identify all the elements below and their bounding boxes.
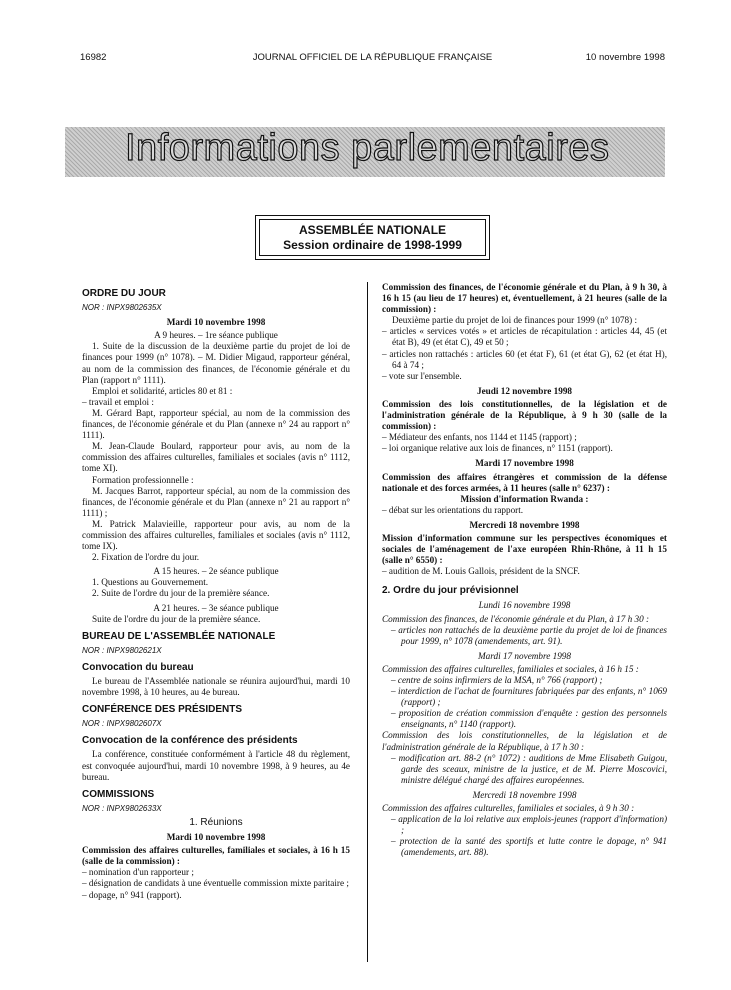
- list-item: – modification art. 88-2 (n° 1072) : auditions de Mme Elisabeth Guigou, garde des sceaux, ministre de la justice, et de M. Pierre Moscovici, ministre délégué chargé des affaires européennes.: [391, 752, 667, 785]
- mission-heading: Mission d'information Rwanda :: [460, 493, 589, 504]
- date-heading: Lundi 16 novembre 1998: [478, 600, 571, 611]
- page-number: 16982: [80, 52, 107, 63]
- nor-reference: NOR : INPX9802633X: [82, 803, 162, 813]
- left-column: [82, 282, 350, 901]
- agenda-text: Deuxième partie du projet de loi de finances pour 1999 (n° 1078) :: [392, 315, 638, 326]
- agenda-text: Suite de l'ordre du jour de la première séance.: [92, 613, 261, 624]
- list-item: – proposition de création commission d'enquête : gestion des personnels enseignants, n° 1140 (rapport).: [391, 708, 667, 730]
- commissions-heading: COMMISSIONS: [82, 788, 155, 800]
- seance-line: A 9 heures. – 1re séance publique: [154, 330, 278, 341]
- commission-heading: Commission des affaires culturelles, familiales et sociales, à 16 h 15 (salle de la commission) :: [82, 845, 350, 867]
- assembly-name: ASSEMBLÉE NATIONALE: [298, 223, 447, 237]
- assembly-title-inner: [259, 219, 486, 256]
- commission-heading: Commission des affaires étrangères et commission de la défense nationale et des forces armées, à 11 heures (salle n° 6237) :: [382, 471, 667, 493]
- agenda-item: 1. Suite de la discussion de la deuxième partie du projet de loi de finances pour 1999 (n° 1078). – M. Didier Migaud, rapporteur général, au nom de la commission des finances, de l'économie générale et du Plan (rapport n° 1111).: [82, 341, 350, 385]
- session-name: Session ordinaire de 1998-1999: [283, 238, 462, 252]
- agenda-text: M. Jacques Barrot, rapporteur spécial, au nom de la commission des finances, de l'économie générale et du Plan (annexe n° 21 au rapport n° 1111) ;: [82, 485, 350, 518]
- commission-heading: Mission d'information commune sur les perspectives économiques et sociales de l'aménagement de l'axe européen Rhin-Rhône, à 11 h 15 (salle n° 6550) :: [382, 532, 667, 566]
- banner-title: Informations parlementaires: [125, 127, 610, 169]
- bureau-heading: BUREAU DE L'ASSEMBLÉE NATIONALE: [82, 630, 276, 642]
- list-item: – audition de M. Louis Gallois, président de la SNCF.: [382, 566, 580, 577]
- date-heading: Mardi 10 novembre 1998: [166, 832, 266, 843]
- date-heading: Mardi 17 novembre 1998: [475, 458, 574, 469]
- date-heading: Mardi 10 novembre 1998: [166, 317, 266, 328]
- previsionnel-heading: 2. Ordre du jour prévisionnel: [382, 585, 519, 597]
- list-item: – débat sur les orientations du rapport.: [382, 504, 524, 515]
- date-heading: Mardi 17 novembre 1998: [478, 650, 571, 661]
- list-item: – articles non rattachés : articles 60 (et état F), 61 (et état G), 62 (et état H), 64 à 74 ;: [382, 348, 667, 370]
- bureau-text: Le bureau de l'Assemblée nationale se réunira aujourd'hui, mardi 10 novembre 1998, à 10 heures, au 4e bureau.: [82, 676, 350, 698]
- commission-heading: Commission des affaires culturelles, familiales et sociales, à 16 h 15 :: [382, 663, 639, 674]
- conference-heading: CONFÉRENCE DES PRÉSIDENTS: [82, 704, 243, 716]
- date-heading: Mercredi 18 novembre 1998: [469, 519, 580, 530]
- list-item: – interdiction de l'achat de fournitures fabriquées par des enfants, n° 1069 (rapport) ;: [391, 686, 667, 708]
- right-column: [382, 282, 667, 859]
- agenda-item: 2. Suite de l'ordre du jour de la première séance.: [92, 588, 270, 599]
- column-divider: [367, 282, 368, 962]
- list-item: – loi organique relative aux lois de finances, n° 1151 (rapport).: [382, 443, 613, 454]
- bureau-subheading: Convocation du bureau: [82, 661, 194, 673]
- nor-reference: NOR : INPX9802635X: [82, 303, 162, 313]
- list-item: – Médiateur des enfants, nos 1144 et 1145 (rapport) ;: [382, 432, 577, 443]
- assembly-title-box: [255, 215, 490, 260]
- agenda-text: – travail et emploi :: [82, 396, 154, 407]
- commission-heading: Commission des finances, de l'économie générale et du Plan, à 9 h 30, à 16 h 15 (au lieu de 17 heures) et, éventuellement, à 21 heures (salle de la commission) :: [382, 282, 667, 315]
- date-heading: Mercredi 18 novembre 1998: [472, 789, 577, 800]
- commission-heading: Commission des lois constitutionnelles, de la législation et de l'administration générale de la République, à 9 h 30 (salle de la commission) :: [382, 398, 667, 432]
- agenda-text: Formation professionnelle :: [92, 474, 194, 485]
- agenda-item: 1. Questions au Gouvernement.: [92, 577, 209, 588]
- commission-heading: Commission des lois constitutionnelles, de la législation et de l'administration générale de la République, à 17 h 30 :: [382, 730, 667, 752]
- seance-line: A 15 heures. – 2e séance publique: [153, 566, 279, 577]
- journal-title: JOURNAL OFFICIEL DE LA RÉPUBLIQUE FRANÇAISE: [252, 52, 493, 63]
- date-heading: Jeudi 12 novembre 1998: [476, 385, 573, 396]
- list-item: – dopage, n° 941 (rapport).: [82, 889, 182, 900]
- seance-line: A 21 heures. – 3e séance publique: [153, 602, 279, 613]
- nor-reference: NOR : INPX9802607X: [82, 719, 162, 729]
- agenda-text: Emploi et solidarité, articles 80 et 81 :: [92, 385, 233, 396]
- list-item: – centre de soins infirmiers de la MSA, n° 766 (rapport) ;: [391, 675, 603, 685]
- list-item: – application de la loi relative aux emplois-jeunes (rapport d'information) ;: [391, 814, 667, 836]
- conference-text: La conférence, constituée conformément à l'article 48 du règlement, est convoquée aujourd'hui, mardi 10 novembre 1998, à 9 heures, au 4e bureau.: [82, 749, 350, 782]
- list-item: – articles non rattachés de la deuxième partie du projet de loi de finances pour 1999, n° 1078 (amendements, art. 91).: [391, 624, 667, 646]
- commission-heading: Commission des affaires culturelles, familiales et sociales, à 9 h 30 :: [382, 803, 635, 814]
- list-item: – vote sur l'ensemble.: [382, 370, 462, 381]
- list-item: – nomination d'un rapporteur ;: [82, 867, 194, 878]
- reunions-heading: 1. Réunions: [189, 816, 243, 828]
- issue-date: 10 novembre 1998: [585, 52, 665, 63]
- list-item: – désignation de candidats à une éventuelle commission mixte paritaire ;: [82, 878, 349, 889]
- section-banner: [65, 127, 665, 177]
- list-item: – articles « services votés » et articles de récapitulation : articles 44, 45 (et état B), 49 (et état C), 49 et 50 ;: [382, 326, 667, 348]
- agenda-text: M. Jean-Claude Boulard, rapporteur pour avis, au nom de la commission des affaires culturelles, familiales et sociales (avis n° 1112, tome XI).: [82, 441, 350, 474]
- ordre-du-jour-heading: ORDRE DU JOUR: [82, 288, 166, 299]
- conference-subheading: Convocation de la conférence des présidents: [82, 735, 298, 747]
- agenda-item: 2. Fixation de l'ordre du jour.: [92, 552, 200, 563]
- agenda-text: M. Patrick Malavieille, rapporteur pour avis, au nom de la commission des affaires culturelles, familiales et sociales (avis n° 1112, tome IX).: [82, 518, 350, 552]
- agenda-text: M. Gérard Bapt, rapporteur spécial, au nom de la commission des finances, de l'économie générale et du Plan (annexe n° 24 au rapport n° 1111).: [82, 407, 350, 441]
- nor-reference: NOR : INPX9802621X: [82, 645, 162, 655]
- commission-heading: Commission des finances, de l'économie générale et du Plan, à 17 h 30 :: [382, 613, 650, 624]
- list-item: – protection de la santé des sportifs et lutte contre le dopage, n° 941 (amendements, art. 88).: [391, 836, 667, 858]
